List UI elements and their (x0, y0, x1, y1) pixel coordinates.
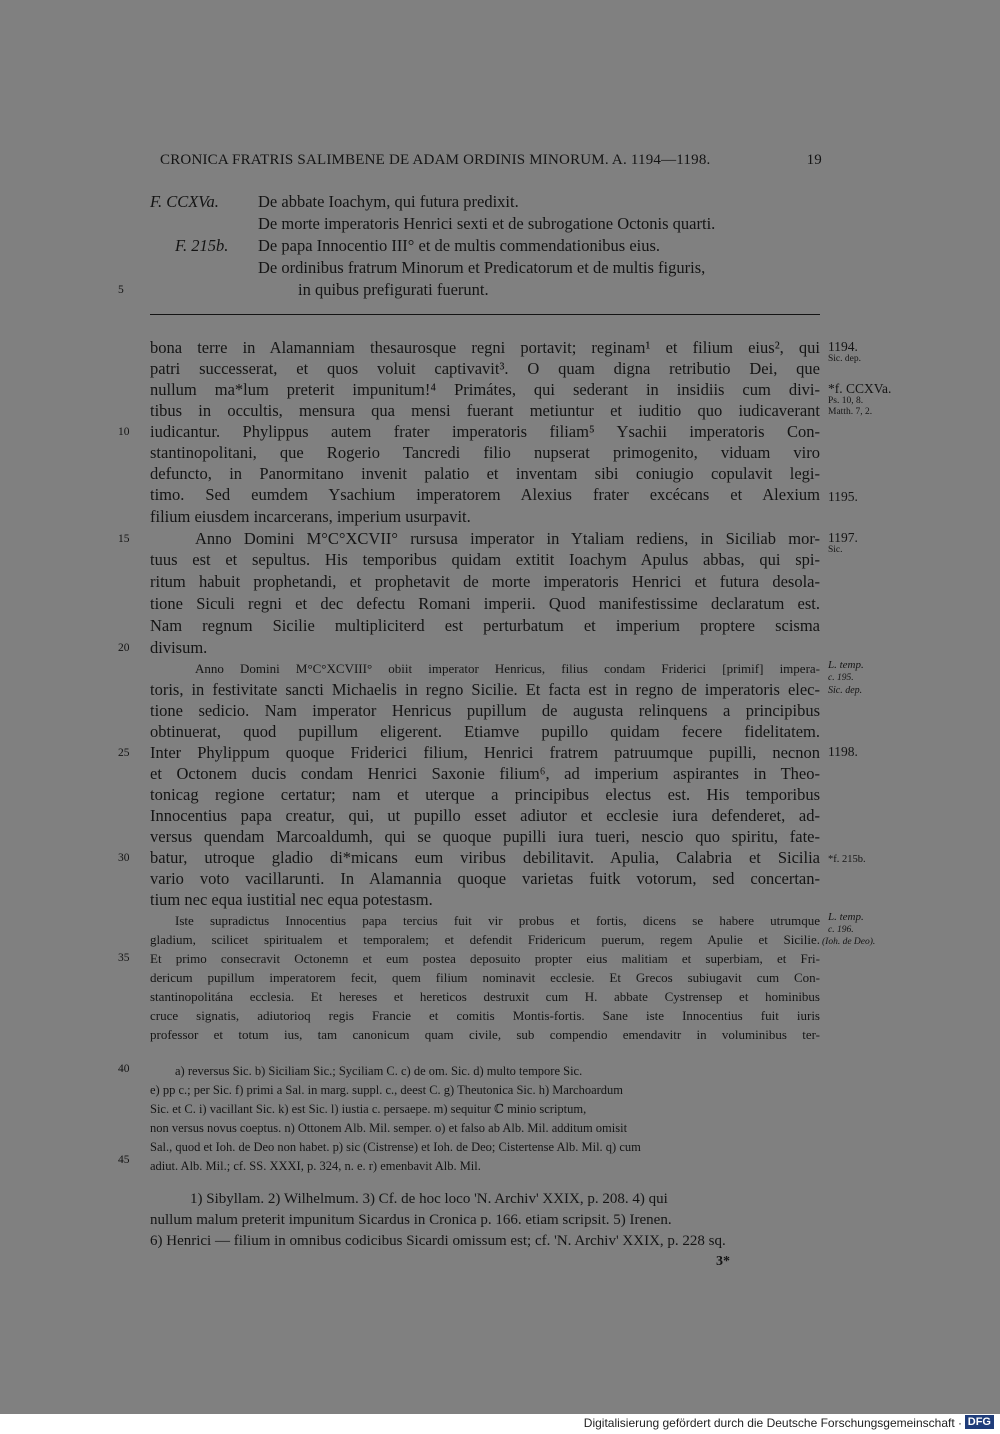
text-line: tonicag regione certatur; nam et uterque a principibus electus est. His temporibus (150, 785, 820, 804)
text-line: tibus in occultis, mensura qua mensi fuerant metiuntur et iuditio quo iudicaverant (150, 401, 820, 420)
line-number: 45 (118, 1154, 130, 1166)
line-number: 20 (118, 642, 130, 654)
text-line: professor et totum ius, tam canonicum quam civile, sub compendio emendavitr in voluminibus ter- (150, 1027, 820, 1042)
text-line: Anno Domini M°C°XCVIII° obiit imperator Henricus, filius condam Friderici [primif] impera- (195, 661, 820, 676)
margin-note: Matth. 7, 2. (828, 407, 873, 417)
text-line: gladium, scilicet spiritualem et temporalem; et defendit Fridericum puerum, regem Apulie et Sicilie. (150, 932, 820, 947)
text-line: filium eiusdem incarcerans, imperium usurpavit. (150, 507, 471, 526)
text-line: ritum habuit prophetandi, et prophetavit de morte imperatoris Henrici et futura desola- (150, 572, 820, 591)
text-line: stantinopolitani, que Rogerio Tancredi filio nupserat primogenito, viduam viro (150, 443, 820, 462)
text-line: Innocentius papa creatur, qui, ut pupillo esset adiutor et ecclesie iura defenderet, ad- (150, 806, 820, 825)
line-number: 30 (118, 852, 130, 864)
footnote-line: nullum malum preterit impunitum Sicardus in Cronica p. 166. etiam scripsit. 5) Irenen. (150, 1212, 672, 1228)
toc-item: De morte imperatoris Henrici sexti et de subrogatione Octonis quarti. (258, 214, 716, 233)
variant-line: Sal., quod et Ioh. de Deo non habet. p) sic (Cistrense) et Ioh. de Deo; Cistertense Alb. Mil. q) cum (150, 1140, 641, 1154)
text-line: tione sedicio. Nam imperator Henricus pupillum de augusta relinquens a principibus (150, 701, 820, 720)
text-line: nullum ma*lum preterit impunitum!⁴ Primátes, qui sederant in insidiis cum divi- (150, 380, 820, 399)
toc-item: in quibus prefigurati fuerunt. (298, 280, 489, 299)
toc-ref: F. CCXVa. (150, 192, 219, 211)
footnote-line: 6) Henrici — filium in omnibus codicibus Sicardi omissum est; cf. 'N. Archiv' XXIX, p. 228 sq. (150, 1233, 726, 1249)
margin-note: 1195. (828, 489, 858, 504)
text-line: stantinopolitána ecclesia. Et hereses et hereticos destruxit cum H. abbate Cystrensep et hominibus (150, 989, 820, 1004)
text-line: toris, in festivitate sancti Michaelis in regno Sicilie. Et facta est in regno de imperatoris elec- (150, 680, 820, 699)
line-number: 40 (118, 1063, 130, 1075)
line-number: 35 (118, 952, 130, 964)
text-line: Iste supradictus Innocentius papa tercius fuit vir probus et fortis, dicens se habere utrumque (175, 913, 820, 928)
text-line: tium nec equa iustitial nec equa potestasm. (150, 890, 433, 909)
margin-note: L. temp. c. 196. (828, 911, 864, 935)
text-line: tuus est et sepultus. His temporibus quidam extitit Ioachym Apulus abbas, qui spi- (150, 550, 820, 569)
variant-line: non versus novus coeptus. n) Ottonem Alb. Mil. semper. o) et falso ab Alb. Mil. additum omisit (150, 1121, 628, 1135)
text-line: bona terre in Alamanniam thesaurosque regni portavit; reginam¹ et filium eius², qui (150, 338, 820, 357)
line-number: 10 (118, 426, 130, 438)
funding-bar (0, 1414, 1000, 1434)
toc-item: De abbate Ioachym, qui futura predixit. (258, 192, 519, 211)
footnote-line: 1) Sibyllam. 2) Wilhelmum. 3) Cf. de hoc loco 'N. Archiv' XXIX, p. 208. 4) qui (190, 1191, 668, 1207)
text-line: batur, utroque gladio di*micans eum viribus debilitavit. Apulia, Calabria et Sicilia (150, 848, 820, 867)
text-line: defuncto, in Panormitano invenit palatio et inventam sibi coniugio copulavit legi- (150, 464, 820, 483)
text-line: timo. Sed eumdem Ysachium imperatorem Alexius frater excécans et Alexium (150, 485, 820, 504)
variant-line: a) reversus Sic. b) Siciliam Sic.; Syciliam C. c) de om. Sic. d) multo tempore Sic. (175, 1064, 583, 1078)
margin-note: 1194. Sic. dep. (828, 339, 861, 364)
margin-note: Sic. dep. (828, 685, 863, 696)
toc-ref: F. 215b. (175, 236, 229, 255)
funding-text: Digitalisierung gefördert durch die Deutsche Forschungsgemeinschaft · (583, 1416, 962, 1430)
divider (150, 314, 820, 315)
text-line: et Octonem ducis condam Henrici Saxonie filium⁶, ad imperium aspirantes in Theo- (150, 764, 820, 783)
margin-note: L. temp. c. 195. (828, 659, 864, 683)
text-line: versus quendam Marcoaldumh, qui se quoque pupilli iura tueri, nescio quo spiritu, fate- (150, 827, 820, 846)
page-number: 19 (806, 152, 822, 168)
text-line: divisum. (150, 638, 208, 657)
line-number: 25 (118, 747, 130, 759)
text-line: vario voto vacillarunti. In Alamannia quoque varietas fuitk votorum, sed concertan- (150, 869, 820, 888)
text-line: tione Siculi regni et dec defectu Romani imperii. Quod manifestissime declaratum est. (150, 594, 820, 613)
margin-note: 1198. (828, 744, 858, 759)
toc-item: De papa Innocentio III° et de multis commendationibus eius. (258, 236, 661, 255)
text-line: obtinuerat, quod pupillum eligerent. Etiamve pupillo quidam fecere fidelitatem. (150, 722, 820, 741)
margin-note: *f. 215b. (828, 854, 866, 865)
text-line: Anno Domini M°C°XCVII° rursusa imperator in Ytaliam rediens, in Siciliab mor- (195, 529, 820, 548)
dfg-logo: DFG (965, 1415, 994, 1429)
text-line: Inter Phylippum quoque Friderici filium, Henrici fratrem patruumque pupilli, necnon (150, 743, 820, 762)
line-number: 15 (118, 533, 130, 545)
variant-line: e) pp c.; per Sic. f) primi a Sal. in marg. suppl. c., deest C. g) Theutonica Sic. h) Marchoardum (150, 1083, 624, 1097)
text-line: patri successerat, et quos voluit captivavit³. O quam digna retributio Dei, que (150, 359, 820, 378)
variant-line: adiut. Alb. Mil.; cf. SS. XXXI, p. 324, n. e. r) emenbavit Alb. Mil. (150, 1159, 481, 1173)
text-line: cruce signatis, adiutorioq regis Francie et comitis Montis-fortis. Sane iste Innocentius fuit iuris (150, 1008, 820, 1023)
text-line: Et primo consecravit Octonemn et eum postea deposuito propter eius malitiam et superbiam, et Fri- (150, 951, 820, 966)
signature-mark: 3* (716, 1254, 730, 1269)
variant-line: Sic. et C. i) vacillant Sic. k) est Sic. l) iustia c. persaepe. m) sequitur ℂ minio scriptum, (150, 1102, 587, 1116)
margin-note: *f. CCXVa. Ps. 10, 8. (828, 381, 892, 406)
line-number: 5 (118, 284, 124, 296)
toc-item: De ordinibus fratrum Minorum et Predicatorum et de multis figuris, (258, 258, 706, 277)
text-line: Nam regnum Sicilie multipliciterd est perturbatum et imperium proptere scisma (150, 616, 820, 635)
text-line: dericum pupillum imperatorem fecit, quem filium nominavit ecclesie. Et Grecos subiugavit cum Con- (150, 970, 820, 985)
margin-note: (Ioh. de Deo). (822, 937, 876, 947)
header-title: CRONICA FRATRIS SALIMBENE DE ADAM ORDINIS MINORUM. A. 1194—1198. (160, 152, 711, 168)
margin-note: 1197. Sic. (828, 530, 858, 555)
running-header (160, 152, 822, 169)
text-line: iudicantur. Phylippus autem frater imperatoris filiam⁵ Ysachii imperatoris Con- (150, 422, 820, 441)
